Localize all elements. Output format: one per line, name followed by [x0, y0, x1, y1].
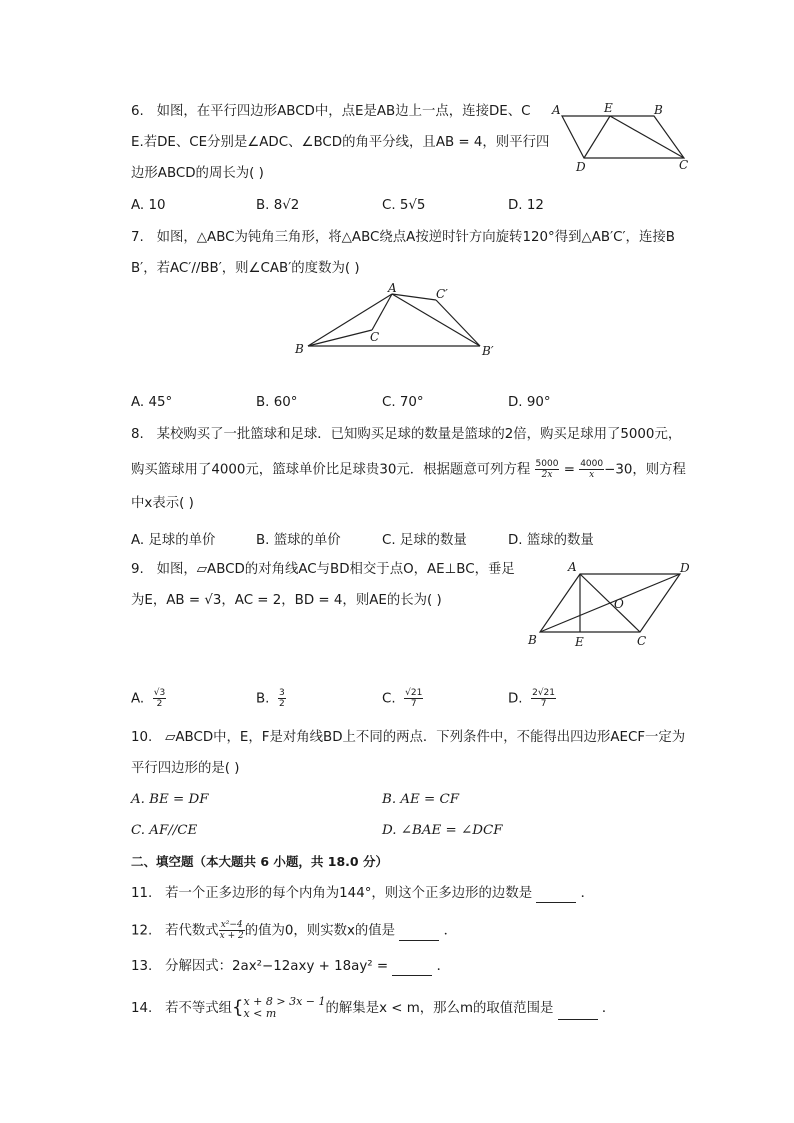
q8-option-d[interactable]: D. 篮球的数量 — [508, 533, 594, 548]
q7-segment-bc — [308, 330, 372, 346]
q7-label-b2: B′ — [482, 344, 494, 358]
q9-option-d-num: 2√21 — [532, 688, 556, 698]
q12-answer-blank[interactable] — [399, 926, 439, 941]
q12-fraction-den: x + 2 — [219, 931, 244, 941]
q7-number: 7. — [131, 230, 144, 245]
q10-option-b[interactable]: B. AE = CF — [382, 792, 460, 807]
q7-text-2: B′，若AC′//BB′，则∠CAB′的度数为( ) — [131, 261, 360, 276]
q14-number: 14. — [131, 1001, 153, 1016]
q7-segment-ac — [372, 294, 392, 330]
q6-option-a[interactable]: A. 10 — [131, 198, 166, 213]
q14-line — [131, 996, 615, 1020]
q7-label-c2: C′ — [436, 287, 448, 301]
q14-system-2: x < m — [243, 1007, 277, 1020]
q6-text-1: 如图，在平行四边形ABCD中，点E是AB边上一点，连接DE、C — [156, 104, 531, 119]
q9-label-b: B — [528, 633, 537, 647]
q12-number: 12. — [131, 923, 153, 939]
q6-line1 — [131, 103, 530, 121]
q7-text-1: 如图，△ABC为钝角三角形，将△ABC绕点A按逆时针方向旋转120°得到△AB′C′，连接B — [156, 230, 675, 245]
q9-option-a[interactable] — [131, 688, 166, 709]
q12-post: 的值为0，则实数x的值是 — [244, 923, 396, 939]
q10-text-1: ▱ABCD中，E，F是对角线BD上不同的两点．下列条件中，不能得出四边形AECF一定为 — [165, 730, 686, 745]
q6-parallelogram — [562, 116, 684, 158]
q8-line2 — [131, 459, 686, 480]
q6-label-a: A — [552, 103, 561, 117]
q9-figure — [520, 558, 700, 653]
q9-option-c[interactable] — [382, 688, 423, 709]
q6-label-d: D — [576, 160, 586, 174]
q7-segment-ab — [308, 294, 392, 346]
q6-figure — [548, 100, 698, 175]
q9-option-a-num: √3 — [153, 688, 166, 698]
q7-option-c[interactable]: C. 70° — [382, 395, 424, 410]
q11-line — [131, 885, 594, 903]
q9-option-c-den: 7 — [410, 699, 417, 709]
q7-option-a[interactable]: A. 45° — [131, 395, 173, 410]
q6-label-c: C — [679, 158, 689, 172]
q10-number: 10. — [131, 730, 153, 745]
q6-segment-de — [584, 116, 610, 158]
q14-brace: { — [232, 997, 244, 1018]
q6-label-b: B — [654, 103, 663, 117]
q9-label-o: O — [614, 597, 624, 611]
q6-text-3: 边形ABCD的周长为( ) — [131, 166, 264, 181]
q6-option-d[interactable]: D. 12 — [508, 198, 544, 213]
q9-number: 9. — [131, 562, 144, 577]
q11-answer-blank[interactable] — [536, 888, 576, 903]
q10-text-2: 平行四边形的是( ) — [131, 761, 240, 776]
q13-answer-blank[interactable] — [392, 961, 432, 976]
q9-option-c-num: √21 — [405, 688, 423, 698]
q9-option-d-frac — [531, 688, 556, 709]
q8-line1 — [131, 426, 681, 444]
q9-diagonal-bd — [540, 574, 680, 632]
q8-fraction-1-num: 5000 — [535, 459, 559, 469]
q12-fraction — [219, 920, 245, 941]
q8-text-2-pre: 购买篮球用了4000元，篮球单价比足球贵30元．根据题意可列方程 — [131, 462, 531, 478]
q13-text: 分解因式：2ax²−12axy + 18ay² = — [165, 959, 393, 974]
q9-option-d-prefix: D. — [508, 691, 523, 707]
q9-option-b-prefix: B. — [256, 691, 270, 707]
q10-option-c[interactable]: C. AF//CE — [131, 823, 198, 838]
q8-fraction-2 — [579, 459, 604, 480]
q8-fraction-1 — [535, 459, 560, 480]
q8-option-a[interactable]: A. 足球的单价 — [131, 533, 216, 548]
q12-pre: 若代数式 — [165, 923, 219, 939]
q9-option-c-frac — [404, 688, 423, 709]
q14-answer-blank[interactable] — [558, 1005, 598, 1020]
q14-pre: 若不等式组 — [165, 1001, 233, 1016]
q8-equals: = — [559, 462, 580, 478]
q9-text-2: 为E，AB = √3，AC = 2，BD = 4，则AE的长为( ) — [131, 593, 442, 608]
q11-number: 11. — [131, 886, 153, 901]
q8-fraction-2-den: x — [589, 470, 595, 480]
q7-label-b: B — [295, 342, 304, 356]
q7-figure — [290, 280, 510, 360]
q8-text-3: 中x表示( ) — [131, 496, 194, 511]
q12-end: ． — [443, 923, 457, 939]
q12-fraction-num: x²−4 — [219, 920, 245, 931]
q7-label-a: A — [388, 281, 397, 295]
q9-label-e: E — [575, 635, 584, 649]
q9-option-a-prefix: A. — [131, 691, 145, 707]
q6-label-e: E — [604, 101, 613, 115]
q8-fraction-2-num: 4000 — [580, 459, 604, 469]
q9-label-d: D — [680, 561, 690, 575]
q9-text-1: 如图，▱ABCD的对角线AC与BD相交于点O，AE⊥BC，垂足 — [156, 562, 515, 577]
q14-system-1: x + 8 > 3x − 1 — [243, 995, 326, 1008]
q9-option-d[interactable] — [508, 688, 556, 709]
q10-option-a[interactable]: A. BE = DF — [131, 792, 209, 807]
q6-segment-ce — [610, 116, 684, 158]
q11-end: ． — [580, 886, 595, 901]
q9-option-a-frac — [153, 688, 166, 709]
q7-segment-c2b2 — [436, 300, 480, 346]
q9-option-d-den: 7 — [540, 699, 547, 709]
q7-line1 — [131, 229, 675, 247]
q9-option-c-prefix: C. — [382, 691, 396, 707]
q8-text-1: 某校购买了一批篮球和足球．已知购买足球的数量是篮球的2倍，购买足球用了5000元， — [156, 427, 682, 442]
q7-segment-ac2 — [392, 294, 436, 300]
q9-option-a-den: 2 — [156, 699, 163, 709]
q7-option-b[interactable]: B. 60° — [256, 395, 298, 410]
q9-label-c: C — [637, 634, 647, 648]
q11-text: 若一个正多边形的每个内角为144°，则这个正多边形的边数是 — [165, 886, 533, 901]
q6-number: 6. — [131, 104, 144, 119]
q8-option-c[interactable]: C. 足球的数量 — [382, 533, 467, 548]
q8-text-2-post: −30，则方程 — [604, 462, 686, 478]
q9-option-b[interactable] — [256, 688, 286, 709]
q9-option-b-frac — [278, 688, 286, 709]
q13-end: ． — [436, 959, 451, 974]
q9-option-b-den: 2 — [278, 699, 285, 709]
q7-segment-ab2 — [392, 294, 480, 346]
q13-line — [131, 958, 450, 976]
q10-option-d[interactable]: D. ∠BAE = ∠DCF — [382, 823, 503, 838]
q9-label-a: A — [568, 560, 577, 574]
q14-end: ． — [601, 1001, 616, 1016]
q12-line — [131, 920, 457, 941]
q14-post: 的解集是x < m，那么m的取值范围是 — [325, 1001, 554, 1016]
q7-label-c: C — [370, 330, 380, 344]
q6-option-c[interactable]: C. 5√5 — [382, 198, 426, 213]
q13-number: 13. — [131, 959, 153, 974]
q6-option-b[interactable]: B. 8√2 — [256, 198, 300, 213]
q9-option-b-num: 3 — [278, 688, 285, 698]
q6-text-2: E.若DE、CE分别是∠ADC、∠BCD的角平分线，且AB = 4，则平行四 — [131, 135, 550, 150]
q10-line1 — [131, 729, 685, 747]
q14-system — [243, 996, 325, 1020]
section-2-heading: 二、填空题（本大题共 6 小题，共 18.0 分） — [131, 854, 388, 869]
q9-line1 — [131, 561, 515, 579]
q8-option-b[interactable]: B. 篮球的单价 — [256, 533, 341, 548]
q8-number: 8. — [131, 427, 144, 442]
q8-fraction-1-den: 2x — [541, 470, 553, 480]
q7-option-d[interactable]: D. 90° — [508, 395, 551, 410]
